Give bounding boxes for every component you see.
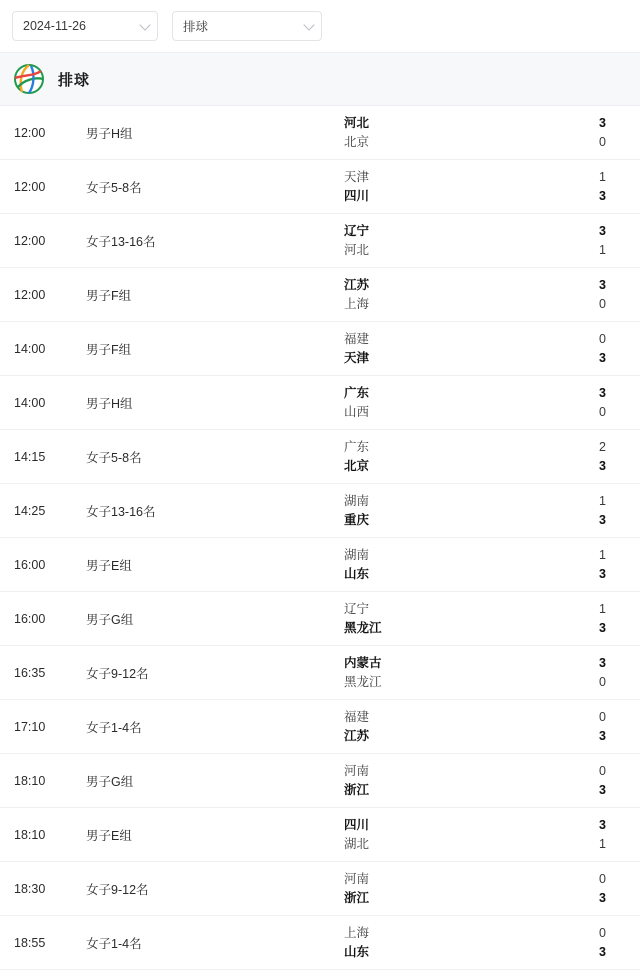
match-row[interactable] [0,322,640,376]
match-scores [580,440,640,474]
team-b-name: 山西 [344,404,370,419]
match-row[interactable] [0,646,640,700]
match-time: 12:00 [14,287,46,302]
match-row[interactable] [0,484,640,538]
team-b-name: 浙江 [344,782,370,797]
match-time: 14:00 [14,395,46,410]
match-row[interactable] [0,430,640,484]
match-time: 14:00 [14,341,46,356]
team-b-name: 山东 [344,566,370,581]
team-b-name: 四川 [344,188,370,203]
match-row[interactable] [0,376,640,430]
team-a-name: 河北 [344,115,370,130]
team-a-name: 福建 [344,331,370,346]
team-b-score: 0 [599,674,606,689]
match-time: 16:35 [14,665,46,680]
team-b-name: 河北 [344,242,370,257]
match-teams [344,224,580,258]
match-row[interactable] [0,106,640,160]
match-time: 12:00 [14,125,46,140]
match-group: 男子E组 [86,558,132,573]
team-b-score: 0 [599,404,606,419]
team-a-name: 内蒙古 [344,655,382,670]
team-b-name: 浙江 [344,890,370,905]
match-teams [344,656,580,690]
match-scores [580,656,640,690]
team-a-name: 天津 [344,169,370,184]
match-teams [344,440,580,474]
match-time: 14:25 [14,503,46,518]
team-a-score: 3 [599,817,606,832]
team-a-score: 0 [599,871,606,886]
match-teams [344,872,580,906]
match-time: 14:15 [14,449,46,464]
match-scores [580,386,640,420]
filter-bar [0,0,640,52]
match-teams [344,926,580,960]
team-a-score: 0 [599,709,606,724]
team-b-name: 北京 [344,458,370,473]
match-group: 女子5-8名 [86,450,142,465]
match-row[interactable] [0,160,640,214]
team-a-name: 广东 [344,385,370,400]
match-scores [580,494,640,528]
match-group: 男子F组 [86,288,132,303]
date-select-value: 2024-11-26 [23,19,87,33]
match-group: 男子E组 [86,828,132,843]
chevron-down-icon [303,19,314,30]
match-teams [344,386,580,420]
match-scores [580,170,640,204]
team-a-name: 江苏 [344,277,370,292]
match-time: 17:10 [14,719,46,734]
team-a-name: 广东 [344,439,370,454]
team-b-name: 北京 [344,134,370,149]
match-scores [580,710,640,744]
match-group: 男子G组 [86,774,134,789]
team-a-name: 辽宁 [344,223,370,238]
match-group: 女子13-16名 [86,504,156,519]
match-row[interactable] [0,808,640,862]
team-a-score: 1 [599,493,606,508]
team-b-name: 天津 [344,350,370,365]
team-b-score: 3 [599,188,606,203]
match-list [0,106,640,970]
team-b-score: 0 [599,296,606,311]
date-select[interactable] [12,11,158,41]
team-b-name: 黑龙江 [344,674,382,689]
match-row[interactable] [0,538,640,592]
match-row[interactable] [0,214,640,268]
match-scores [580,818,640,852]
match-teams [344,332,580,366]
team-a-score: 0 [599,331,606,346]
team-b-score: 0 [599,134,606,149]
team-a-name: 湖南 [344,547,370,562]
match-time: 18:10 [14,827,46,842]
match-scores [580,926,640,960]
match-teams [344,602,580,636]
team-a-name: 湖南 [344,493,370,508]
match-time: 18:10 [14,773,46,788]
match-row[interactable] [0,862,640,916]
match-row[interactable] [0,592,640,646]
team-a-name: 河南 [344,763,370,778]
team-a-score: 3 [599,223,606,238]
match-time: 16:00 [14,611,46,626]
volleyball-icon [10,60,48,98]
sport-select[interactable] [172,11,322,41]
team-b-score: 3 [599,566,606,581]
match-group: 女子1-4名 [86,720,142,735]
match-scores [580,872,640,906]
match-scores [580,278,640,312]
match-teams [344,278,580,312]
match-teams [344,710,580,744]
match-group: 女子1-4名 [86,936,142,951]
team-b-name: 山东 [344,944,370,959]
team-a-score: 0 [599,763,606,778]
match-group: 男子F组 [86,342,132,357]
team-b-score: 3 [599,458,606,473]
team-b-name: 湖北 [344,836,370,851]
match-row[interactable] [0,916,640,970]
team-b-score: 1 [599,242,606,257]
team-b-score: 3 [599,944,606,959]
match-group: 男子H组 [86,126,133,141]
match-scores [580,548,640,582]
sport-header-title: 排球 [58,71,91,89]
match-time: 12:00 [14,179,46,194]
match-teams [344,764,580,798]
match-row[interactable] [0,700,640,754]
match-group: 女子13-16名 [86,234,156,249]
match-teams [344,116,580,150]
team-b-score: 3 [599,890,606,905]
match-teams [344,494,580,528]
team-a-name: 福建 [344,709,370,724]
team-b-score: 3 [599,782,606,797]
team-b-score: 1 [599,836,606,851]
match-group: 女子9-12名 [86,666,149,681]
match-row[interactable] [0,268,640,322]
match-teams [344,170,580,204]
team-b-name: 上海 [344,296,370,311]
team-a-score: 3 [599,385,606,400]
chevron-down-icon [139,19,150,30]
team-a-name: 河南 [344,871,370,886]
team-b-score: 3 [599,620,606,635]
match-time: 12:00 [14,233,46,248]
team-a-score: 1 [599,169,606,184]
sport-select-value: 排球 [183,20,209,34]
team-b-score: 3 [599,350,606,365]
team-b-name: 江苏 [344,728,370,743]
match-time: 18:30 [14,881,46,896]
sport-header [0,52,640,106]
match-teams [344,548,580,582]
team-a-score: 3 [599,115,606,130]
match-scores [580,224,640,258]
team-b-name: 重庆 [344,512,370,527]
team-b-name: 黑龙江 [344,620,382,635]
match-row[interactable] [0,754,640,808]
match-group: 男子H组 [86,396,133,411]
match-scores [580,602,640,636]
match-group: 男子G组 [86,612,134,627]
team-a-score: 3 [599,277,606,292]
match-time: 16:00 [14,557,46,572]
match-scores [580,116,640,150]
match-scores [580,764,640,798]
team-a-name: 辽宁 [344,601,370,616]
team-a-score: 1 [599,547,606,562]
team-a-name: 四川 [344,817,370,832]
team-a-score: 2 [599,439,606,454]
team-a-score: 0 [599,925,606,940]
team-b-score: 3 [599,728,606,743]
match-group: 女子5-8名 [86,180,142,195]
match-group: 女子9-12名 [86,882,149,897]
team-a-name: 上海 [344,925,370,940]
team-a-score: 3 [599,655,606,670]
match-teams [344,818,580,852]
match-time: 18:55 [14,935,46,950]
match-scores [580,332,640,366]
team-a-score: 1 [599,601,606,616]
team-b-score: 3 [599,512,606,527]
